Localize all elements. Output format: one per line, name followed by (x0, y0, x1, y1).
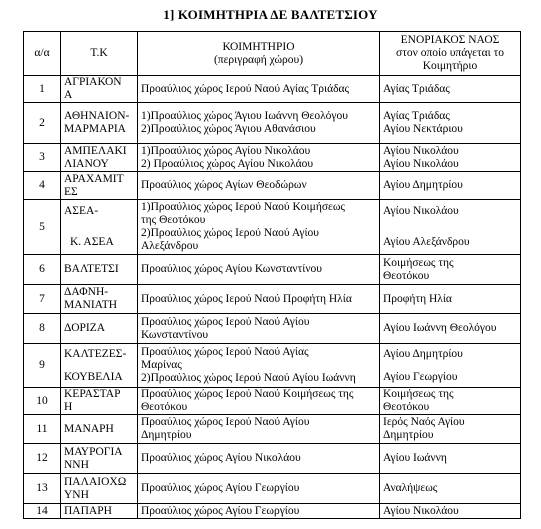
row-number: 5 (24, 200, 61, 255)
row-tk: ΑΓΡΙΑΚΟΝ Α (61, 76, 138, 103)
row-number: 2 (24, 103, 61, 144)
row-church-bottom: Αγίου Γεωργίου (383, 370, 458, 383)
row-tk-cell (61, 200, 138, 255)
table-row (24, 103, 521, 144)
row-church: Κοιμήσεως της Θεοτόκου (380, 255, 521, 285)
table-row (24, 200, 521, 255)
table-row (24, 172, 521, 200)
table-row (24, 76, 521, 103)
row-church: Ιερός Ναός Αγίου Δημητρίου (380, 415, 521, 444)
row-tk: ΒΑΛΤΕΤΣΙ (61, 255, 138, 285)
row-number: 6 (24, 255, 61, 285)
cemeteries-table (23, 31, 521, 519)
table-row (24, 474, 521, 504)
row-number: 9 (24, 344, 61, 388)
row-tk: ΜΑΥΡΟΓΙΑ ΝΝΗ (61, 444, 138, 474)
row-number: 8 (24, 314, 61, 344)
row-cemetery: Προαύλιος χώρος Ιερού Ναού Αγίου Κωνσταντίνου (138, 314, 380, 344)
header-tk: Τ.Κ (61, 32, 138, 76)
row-tk: ΑΘΗΝΑΙΟΝ- ΜΑΡΜΑΡΙΑ (61, 103, 138, 144)
row-tk-top: ΑΣΕΑ- (64, 205, 99, 217)
row-church: Κοιμήσεως της Θεοτόκου (380, 388, 521, 415)
row-number: 1 (24, 76, 61, 103)
row-cemetery: Προαύλιος χώρος Ιερού Ναού Αγίου Δημητρίου (138, 415, 380, 444)
row-cemetery: Προαύλιος χώρος Ιερού Ναού Κοιμήσεως της Θεοτόκου (138, 388, 380, 415)
row-cemetery: 1)Προαύλιος χώρος Άγιου Ιωάννη Θεολόγου 2)Προαύλιος χώρος Άγιου Αθανάσιου (138, 103, 380, 144)
table-row (24, 255, 521, 285)
row-tk: ΠΑΠΑΡΗ (61, 504, 138, 519)
row-church-cell (380, 200, 521, 255)
row-number: 7 (24, 285, 61, 314)
row-cemetery: 1)Προαύλιος χώρος Αγίου Νικολάου 2) Προαύλιος χώρος Αγίου Νικολάου (138, 144, 380, 172)
table-row (24, 415, 521, 444)
document-title: 1] ΚΟΙΜΗΤΗΡΙΑ ΔΕ ΒΑΛΤΕΤΣΙΟΥ (163, 7, 378, 22)
row-tk: ΑΜΠΕΛΑΚΙ ΛΙΑΝΟΥ (61, 144, 138, 172)
row-number: 11 (24, 415, 61, 444)
row-tk: ΑΡΑΧΑΜΙΤ ΕΣ (61, 172, 138, 200)
row-tk: ΜΑΝΑΡΗ (61, 415, 138, 444)
row-tk-bottom: ΚΟΥΒΕΛΙΑ (64, 370, 123, 383)
row-tk: ΔΑΦΝΗ- ΜΑΝΙΑΤΗ (61, 285, 138, 314)
row-tk-bottom: Κ. ΑΣΕΑ (70, 236, 114, 248)
header-aa: α/α (24, 32, 61, 76)
row-church-bottom: Αγίου Αλεξάνδρου (383, 236, 470, 248)
table-row (24, 504, 521, 519)
row-church: Αναλήψεως (380, 474, 521, 504)
row-cemetery: 1)Προαύλιος χώρος Ιερού Ναού Κοιμήσεως της Θεοτόκου 2)Προαύλιος χώρος Ιερού Ναού Αγίου Αλεξάνδρου (138, 200, 380, 255)
row-church: Αγίας Τριάδας Αγίου Νεκτάριου (380, 103, 521, 144)
row-cemetery: Προαύλιος χώρος Αγίου Γεωργίου (138, 504, 380, 519)
row-cemetery: Προαύλιος χώρος Αγίου Κωνσταντίνου (138, 255, 380, 285)
row-number: 3 (24, 144, 61, 172)
row-church: Αγίου Ιωάννη Θεολόγου (380, 314, 521, 344)
table-row (24, 344, 521, 388)
row-number: 4 (24, 172, 61, 200)
row-tk: ΚΕΡΑΣΤΑΡ Η (61, 388, 138, 415)
row-number: 12 (24, 444, 61, 474)
row-cemetery: Προαύλιος χώρος Αγίου Νικολάου (138, 444, 380, 474)
row-tk: ΔΟΡΙΖΑ (61, 314, 138, 344)
row-church: Αγίας Τριάδας (380, 76, 521, 103)
table-row (24, 144, 521, 172)
row-cemetery: Προαύλιος χώρος Αγίων Θεοδώρων (138, 172, 380, 200)
row-number: 10 (24, 388, 61, 415)
row-church: Προφήτη Ηλία (380, 285, 521, 314)
row-tk-top: ΚΑΛΤΕΖΕΣ- (64, 347, 127, 360)
row-church-top: Αγίου Δημητρίου (383, 347, 463, 360)
header-cemetery-label: ΚΟΙΜΗΤΗΡΙΟ (222, 40, 295, 53)
row-church-top: Αγίου Νικολάου (383, 205, 459, 217)
row-church: Αγίου Ιωάννη (380, 444, 521, 474)
row-cemetery: Προαύλιος χώρος Ιερού Ναού Αγίας Μαρίνας 2)Προαύλιος χώρος Ιερού Ναού Αγίου Ιωάννη (138, 344, 380, 388)
table-row (24, 285, 521, 314)
table-header-row (24, 32, 521, 76)
row-church: Αγίου Νικολάου Αγίου Νικολάου (380, 144, 521, 172)
table-row (24, 444, 521, 474)
row-church: Αγίου Δημητρίου (380, 172, 521, 200)
row-cemetery: Προαύλιος χώρος Ιερού Ναού Προφήτη Ηλία (138, 285, 380, 314)
table-row (24, 388, 521, 415)
row-church-cell (380, 344, 521, 388)
row-number: 14 (24, 504, 61, 519)
row-church: Αγίου Νικολάου (380, 504, 521, 519)
row-tk-cell (61, 344, 138, 388)
header-cemetery-sub: (περιγραφή χώρου) (213, 53, 304, 66)
header-cemetery (138, 32, 380, 76)
table-row (24, 314, 521, 344)
row-tk: ΠΑΛΑΙΟΧΩ ΥΝΗ (61, 474, 138, 504)
header-church: ΕΝΟΡΙΑΚΟΣ ΝΑΟΣ στον οποίο υπάγεται το Κοιμητήριο (380, 32, 521, 76)
row-number: 13 (24, 474, 61, 504)
row-cemetery: Προαύλιος χώρος Ιερού Ναού Αγίας Τριάδας (138, 76, 380, 103)
row-cemetery: Προαύλιος χώρος Αγίου Γεωργίου (138, 474, 380, 504)
